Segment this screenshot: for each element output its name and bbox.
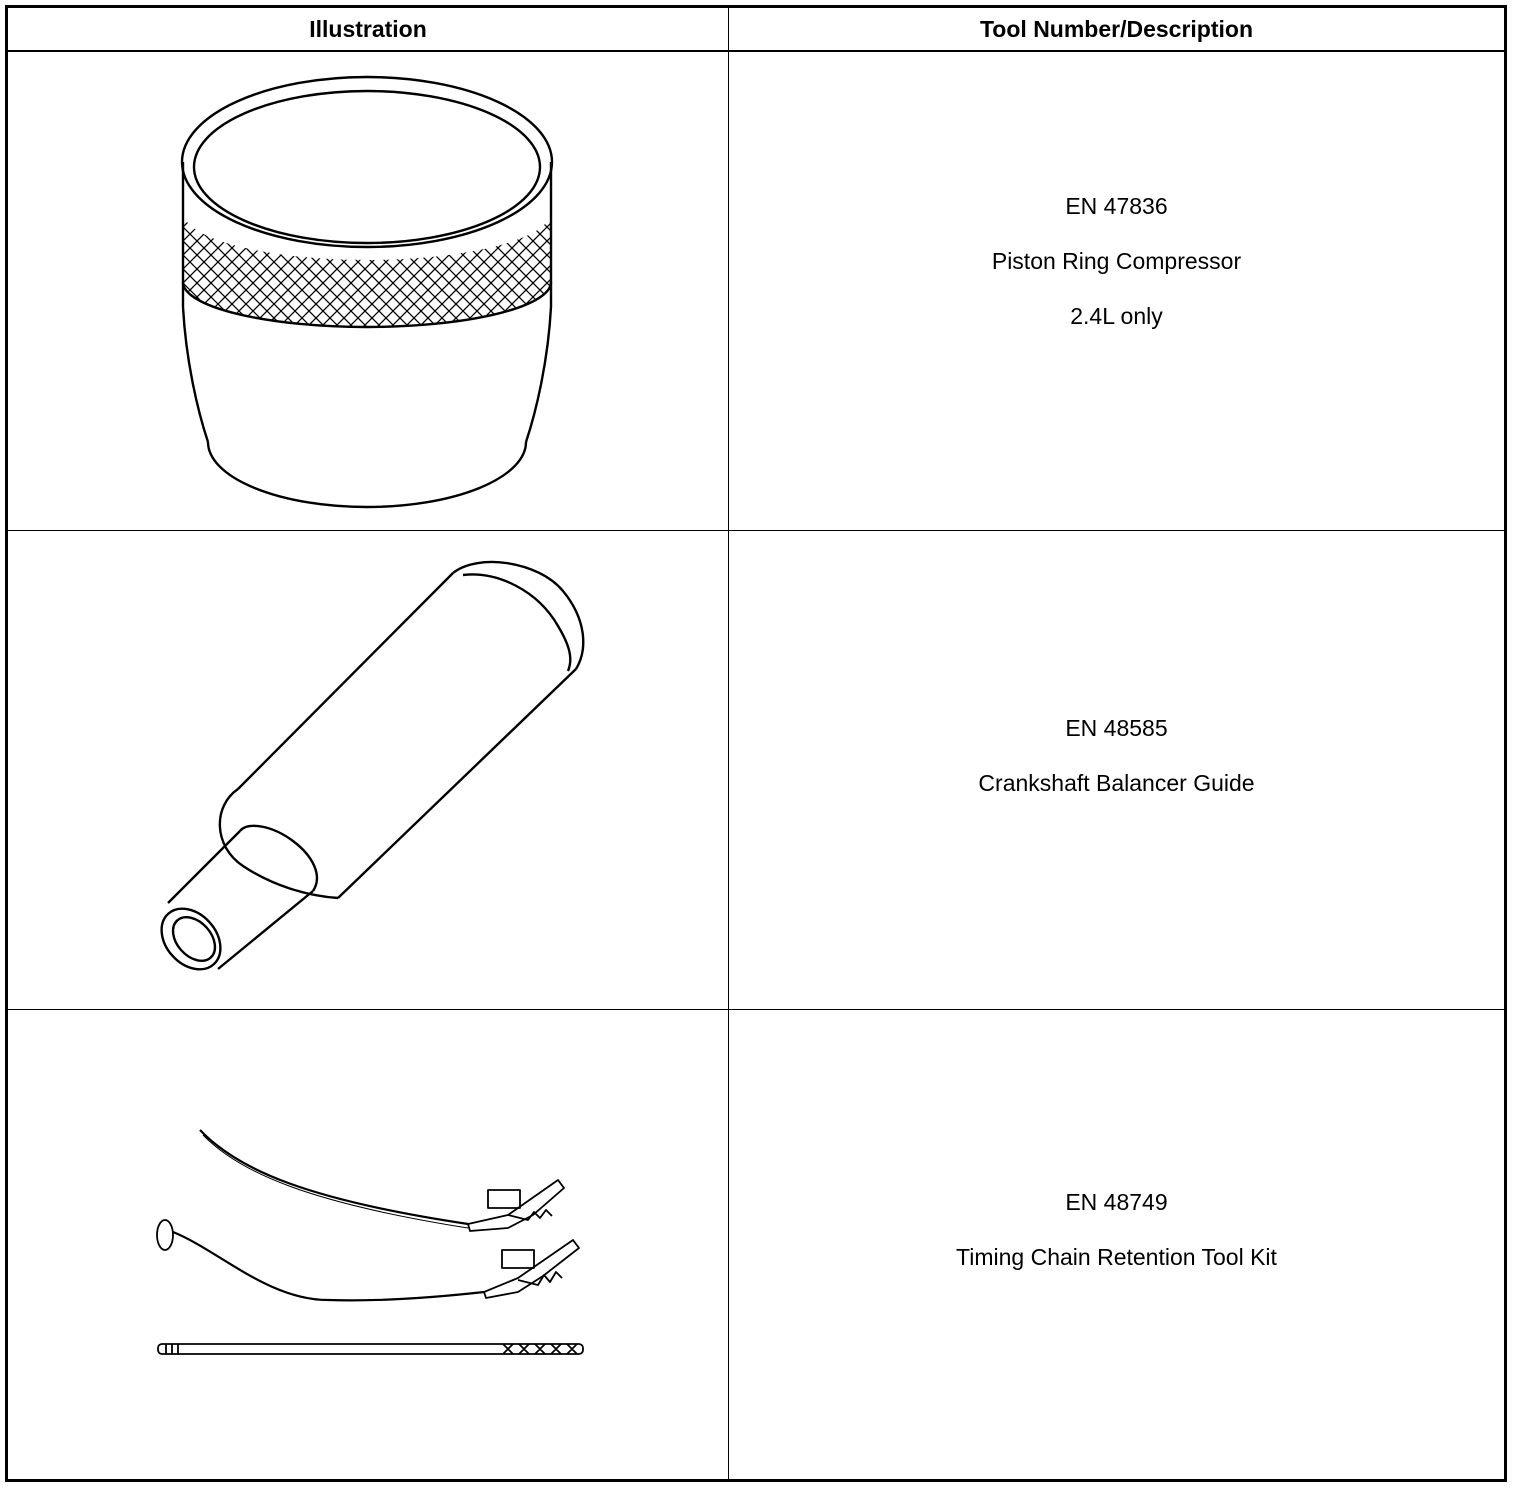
header-tool-number-description: Tool Number/Description — [979, 15, 1254, 42]
tool-description-block — [956, 1175, 1277, 1285]
table-row-1-description — [729, 52, 1504, 530]
tool-name: Crankshaft Balancer Guide — [978, 770, 1255, 796]
header-illustration: Illustration — [309, 15, 427, 42]
tool-number: EN 48585 — [1065, 715, 1168, 741]
tool-number: EN 47836 — [1065, 192, 1168, 219]
tool-description-block — [992, 179, 1241, 344]
timing-chain-retention-tool-kit-illustration — [8, 1010, 728, 1479]
tool-description-block — [978, 701, 1254, 811]
table-row-3-description — [729, 1010, 1504, 1479]
tool-name: Timing Chain Retention Tool Kit — [956, 1243, 1277, 1270]
piston-ring-compressor-illustration — [8, 52, 728, 530]
tool-number: EN 48749 — [1065, 1188, 1168, 1215]
special-tools-table — [5, 5, 1507, 1482]
tool-note: 2.4L only — [1070, 302, 1163, 329]
table-row-2-description — [729, 531, 1504, 1009]
table-row-3-illustration — [8, 1010, 728, 1479]
crankshaft-balancer-guide-illustration — [8, 531, 728, 1009]
table-row-1-illustration — [8, 52, 728, 530]
tool-name: Piston Ring Compressor — [991, 247, 1242, 274]
table-row-2-illustration — [8, 531, 728, 1009]
